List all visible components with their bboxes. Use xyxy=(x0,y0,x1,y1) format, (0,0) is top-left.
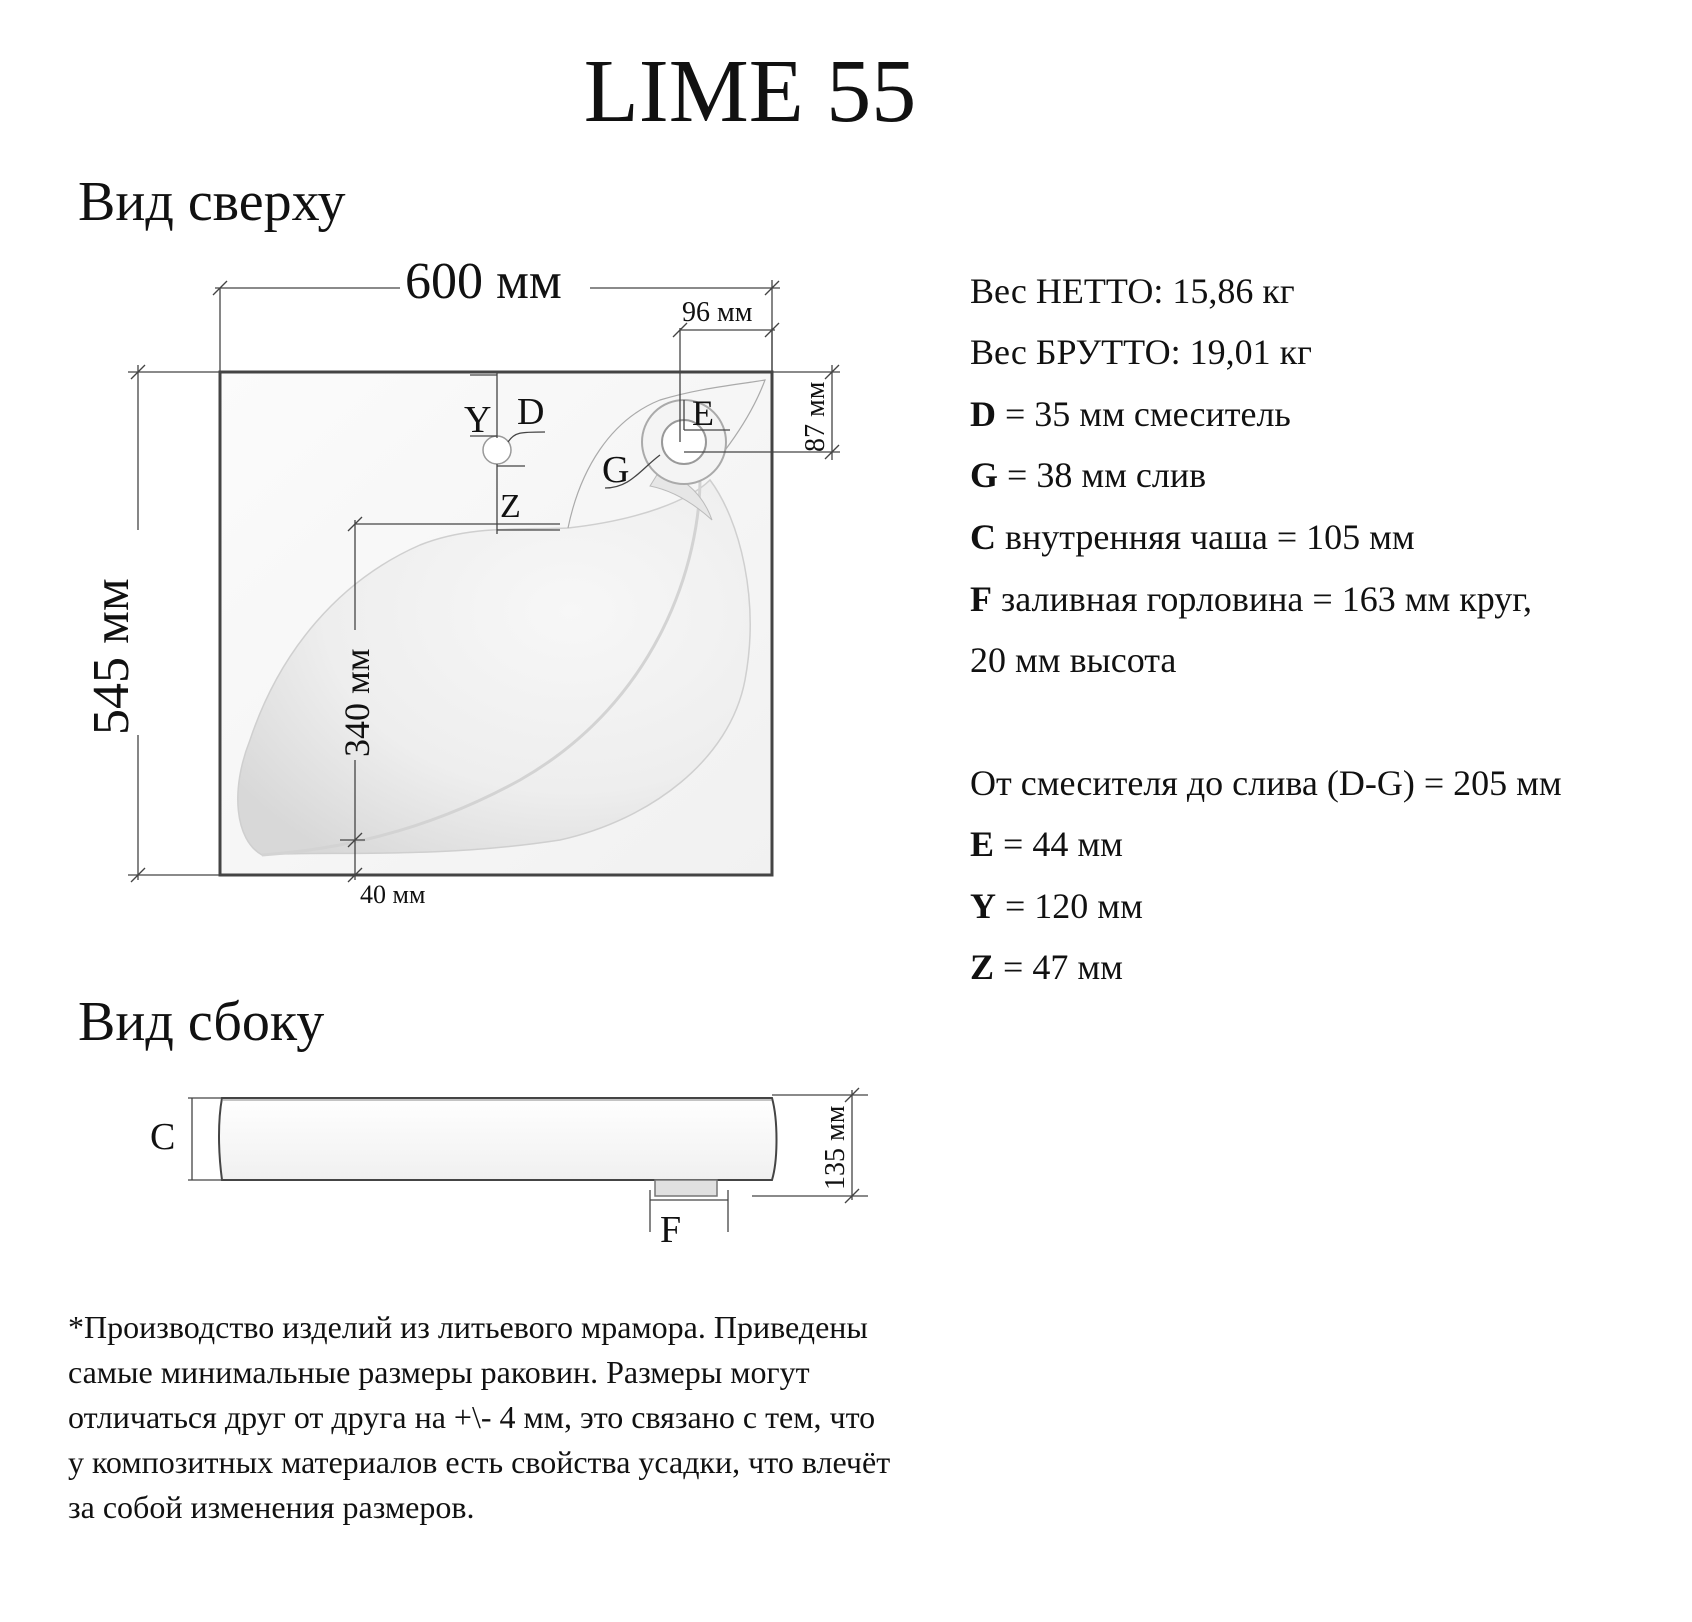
drain-top-offset-label: 87 мм xyxy=(800,381,831,452)
footnote-line: у композитных материалов есть свойства усадки, что влечёт xyxy=(68,1444,891,1480)
spec-e xyxy=(970,823,1123,865)
dim-height xyxy=(128,365,220,882)
marker-g: G xyxy=(602,449,630,491)
spec-c-key: C xyxy=(970,517,996,557)
spec-z xyxy=(970,946,1123,988)
spec-g xyxy=(970,454,1206,496)
spec-c xyxy=(970,516,1415,558)
marker-e: E xyxy=(692,393,714,433)
footnote xyxy=(68,1305,1048,1530)
page-title: LIME 55 xyxy=(583,42,917,141)
spec-c-text: внутренняя чаша = 105 мм xyxy=(996,517,1415,557)
spec-g-key: G xyxy=(970,455,999,495)
spec-f-key: F xyxy=(970,579,992,619)
spec-y-text: = 120 мм xyxy=(996,886,1143,926)
spec-z-key: Z xyxy=(970,947,995,987)
bowl-depth-label: 340 мм xyxy=(337,648,377,757)
spec-z-text: = 47 мм xyxy=(994,947,1123,987)
spec-g-text: = 38 мм слив xyxy=(998,455,1207,495)
marker-d: D xyxy=(517,391,545,433)
footnote-line: *Производство изделий из литьевого мрамора. Приведены xyxy=(68,1309,868,1345)
width-label: 600 мм xyxy=(405,253,562,310)
sink-side-body xyxy=(219,1098,777,1180)
spec-d-key: D xyxy=(970,394,996,434)
bowl-edge-label: 40 мм xyxy=(360,880,426,909)
spec-f-height: 20 мм высота xyxy=(970,640,1177,680)
side-view-heading: Вид сбоку xyxy=(78,991,325,1053)
spec-e-key: E xyxy=(970,824,995,864)
side-marker-c: C xyxy=(150,1116,176,1158)
drain-neck xyxy=(655,1180,717,1196)
spec-e-text: = 44 мм xyxy=(994,824,1123,864)
top-view-heading: Вид сверху xyxy=(78,171,346,233)
marker-y: Y xyxy=(464,399,492,441)
spec-gross-weight: Вес БРУТТО: 19,01 кг xyxy=(970,332,1312,372)
spec-f xyxy=(970,578,1532,620)
footnote-line: за собой изменения размеров. xyxy=(68,1489,475,1525)
side-height-label: 135 мм xyxy=(820,1105,851,1190)
footnote-line: самые минимальные размеры раковин. Размеры могут xyxy=(68,1354,810,1390)
footnote-line: отличаться друг от друга на +\- 4 мм, это связано с тем, что xyxy=(68,1399,876,1435)
side-marker-f: F xyxy=(660,1209,682,1251)
spec-d xyxy=(970,393,1291,435)
spec-d-text: = 35 мм смеситель xyxy=(996,394,1291,434)
marker-z: Z xyxy=(500,488,521,525)
spec-f-text: заливная горловина = 163 мм круг, xyxy=(992,579,1532,619)
dim-side-c xyxy=(188,1098,222,1180)
spec-dg-distance: От смесителя до слива (D-G) = 205 мм xyxy=(970,763,1562,803)
height-label: 545 мм xyxy=(83,578,140,735)
spec-y-key: Y xyxy=(970,886,996,926)
spec-net-weight: Вес НЕТТО: 15,86 кг xyxy=(970,271,1295,311)
drain-offset-label: 96 мм xyxy=(682,297,753,328)
spec-y xyxy=(970,885,1143,927)
